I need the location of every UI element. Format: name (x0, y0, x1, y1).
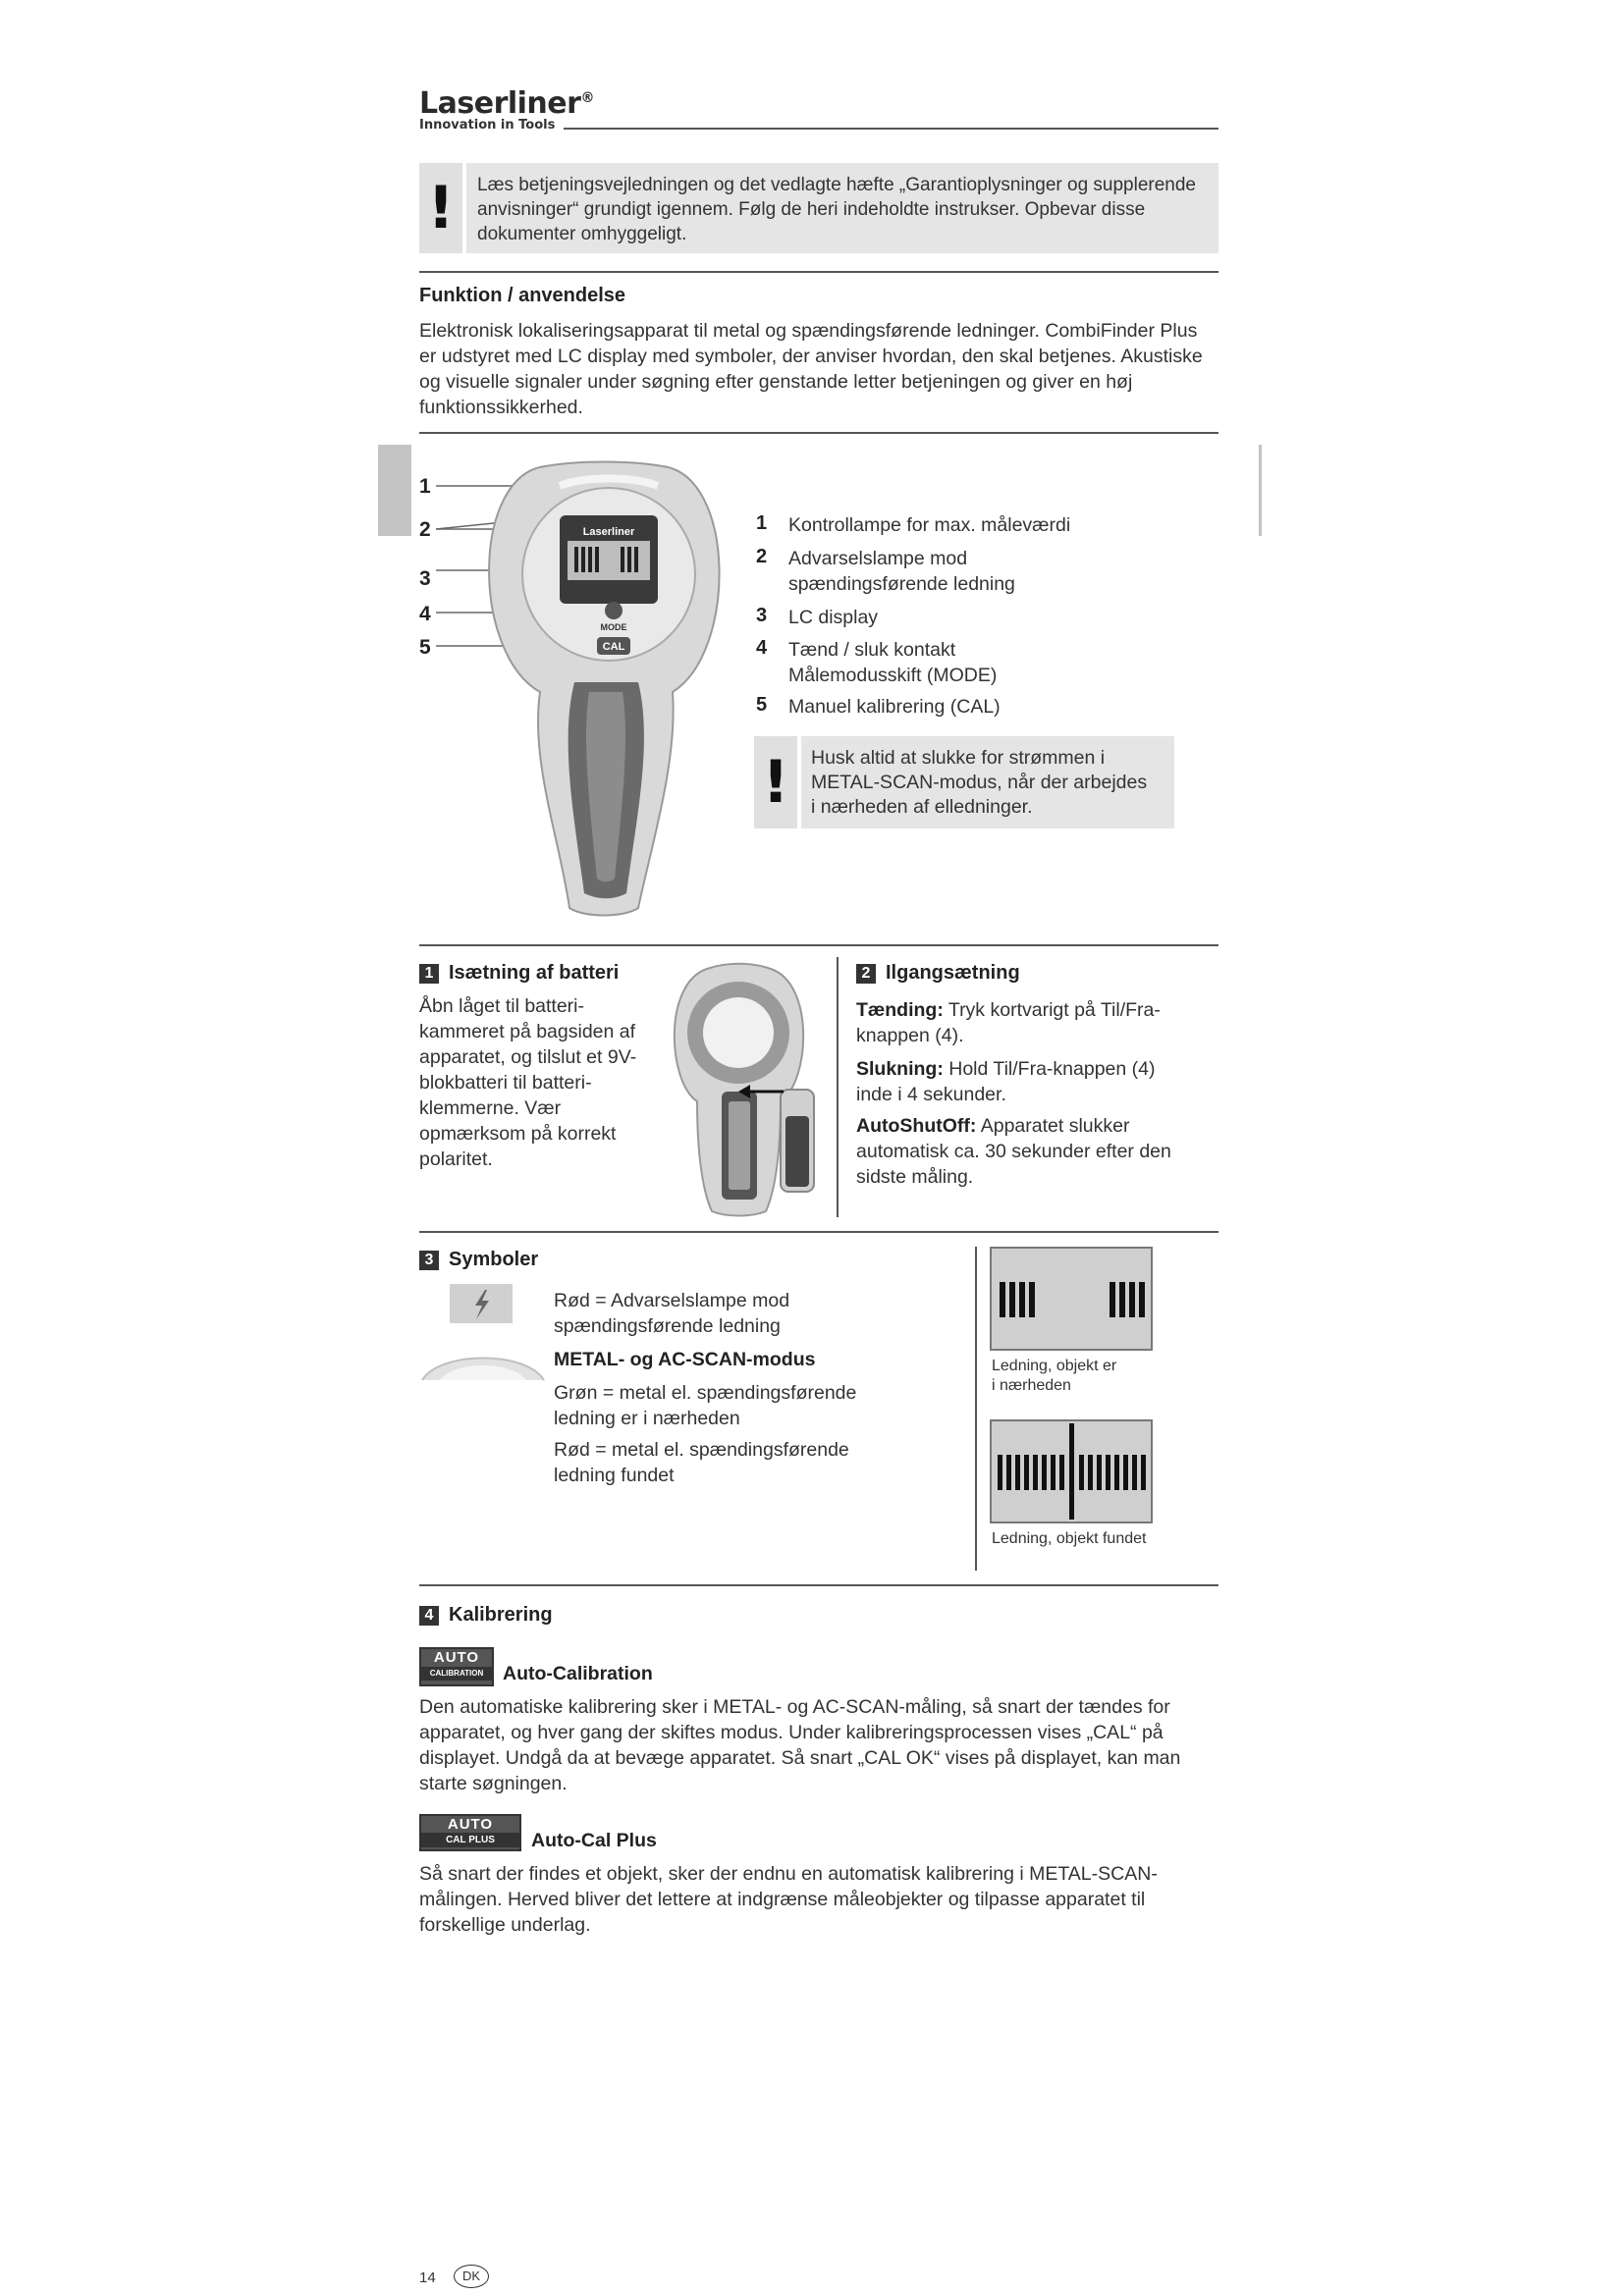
legend-num: 1 (756, 512, 768, 534)
symbols-divider (975, 1247, 977, 1571)
lcd-found-caption: Ledning, objekt fundet (992, 1530, 1147, 1547)
legend-text: LC display (788, 607, 879, 628)
lcd-nearby-caption: Ledning, objekt er i nærheden (992, 1358, 1117, 1394)
legend-text: Manuel kalibrering (CAL) (788, 696, 1001, 718)
top-warning-text: Læs betjeningsvejledningen og det vedlagte hæfte „Garantioplysninger og supplerende anvisninger“ grundigt igennem. Følg de heri indeholdte instrukser. Opbevar disse dokumenter omhyggeligt. (477, 175, 1197, 244)
top-warning-box (466, 163, 1218, 253)
symbols-green: Grøn = metal el. spændingsførende ledning er i nærheden (554, 1382, 857, 1429)
mid-warning-text: Husk altid at slukke for strømmen i METAL-SCAN-modus, når der arbejdes i nærheden af elledninger. (811, 747, 1148, 818)
registered-mark: ® (580, 90, 594, 106)
language-badge (454, 2265, 489, 2288)
legend-num: 4 (756, 637, 768, 659)
auto-calibration-badge (419, 1647, 494, 1686)
battery-num: 1 (419, 964, 439, 984)
top-warning-icon: ! (419, 163, 462, 253)
auto-cal-plus-body: Så snart der findes et objekt, sker der endnu en automatisk kalibrering i METAL-SCAN-målingen. Herved bliver det lettere at indgrænse måleobjekter og tilpasse apparatet til forskellige underlag. (419, 1863, 1158, 1936)
startup-heading: 2 Ilgangsætning (856, 962, 1020, 985)
legend-num: 3 (756, 605, 768, 626)
battery-startup-divider (837, 957, 839, 1217)
legend-num: 5 (756, 694, 768, 716)
rule-function (419, 271, 1218, 273)
legend-text: Tænd / sluk kontakt Målemodusskift (MODE) (788, 639, 998, 686)
language-code: DK (461, 2269, 481, 2283)
auto-calibration-heading: Auto-Calibration (503, 1663, 653, 1684)
device-label-3: 3 (419, 567, 431, 590)
startup-item-text: Hold Til/Fra-knappen (4) inde i 4 sekunder. (856, 1058, 1156, 1105)
plus-badge-top: AUTO (447, 1816, 494, 1833)
plus-badge-bottom: CAL PLUS (421, 1833, 519, 1847)
startup-item-label: Slukning: (856, 1058, 944, 1080)
function-body: Elektronisk lokaliseringsapparat til metal og spændingsførende ledninger. CombiFinder Plus er udstyret med LC display med symboler, der anviser hvordan, den skal betjenes. Akustiske og visuelle signaler under søgning efter genstande letter betjeningen og giver en høj funktionssikkerhed. (419, 320, 1203, 418)
device-cal-label: CAL (602, 641, 625, 653)
auto-calibration-body: Den automatiske kalibrering sker i METAL- og AC-SCAN-måling, så snart der tændes for apparatet, og hver gang der skiftes modus. Under kalibreringsprocessen vises „CAL“ på displayet. Undgå da at bevæge apparatet. Så snart „CAL OK“ vises på displayet, kan man starte søgningen. (419, 1696, 1181, 1794)
startup-item (856, 1113, 1180, 1190)
startup-item (856, 997, 1170, 1048)
brand-tagline: Innovation in Tools (419, 118, 556, 133)
auto-cal-plus-heading: Auto-Cal Plus (531, 1830, 657, 1851)
device-brand: Laserliner (582, 526, 635, 538)
device-label-5: 5 (419, 636, 431, 659)
symbols-red-warning: Rød = Advarselslampe mod spændingsførende ledning (554, 1290, 790, 1337)
startup-num: 2 (856, 964, 876, 984)
function-heading: Funktion / anvendelse (419, 285, 626, 306)
lcd-nearby-icon (990, 1247, 1153, 1351)
legend-text: Kontrollampe for max. måleværdi (788, 514, 1071, 536)
legend-text: Advarselslampe mod spændingsførende ledning (788, 548, 1015, 595)
auto-badge-bottom: CALIBRATION (421, 1667, 492, 1681)
rule-device (419, 432, 1218, 434)
symbols-heading: 3 Symboler (419, 1249, 538, 1271)
device-illustration (412, 447, 746, 928)
calibration-heading: 4 Kalibrering (419, 1604, 553, 1627)
warning-lamp-icon (450, 1284, 513, 1323)
device-label-4: 4 (419, 603, 431, 625)
legend-num: 2 (756, 546, 768, 567)
page-number: 14 (419, 2269, 436, 2286)
battery-body: Åbn låget til batteri-kammeret på bagsiden af apparatet, og tilslut et 9V-blokbatteri til batteri-klemmerne. Vær opmærksom på korrekt polaritet. (419, 995, 637, 1170)
battery-heading: 1 Isætning af batteri (419, 962, 619, 985)
header-rule (564, 128, 1218, 130)
lcd-found-icon (990, 1419, 1153, 1523)
symbols-num: 3 (419, 1251, 439, 1270)
auto-cal-plus-badge (419, 1814, 521, 1851)
calibration-num: 4 (419, 1606, 439, 1626)
page-side-tab (378, 445, 411, 536)
brand-logo (419, 86, 594, 121)
auto-badge-top: AUTO (433, 1649, 480, 1666)
page-side-line (1259, 445, 1262, 536)
startup-item-text: Tryk kortvarigt på Til/Fra-knappen (4). (856, 999, 1161, 1046)
mid-warning-icon: ! (754, 736, 797, 828)
mode-lamp-icon (420, 1343, 546, 1382)
rule-calibration (419, 1584, 1218, 1586)
brand-name: Laserliner (419, 86, 581, 121)
startup-item-text: Apparatet slukker automatisk ca. 30 sekunder efter den sidste måling. (856, 1115, 1171, 1188)
symbols-red: Rød = metal el. spændingsførende ledning fundet (554, 1439, 849, 1486)
device-mode-label: MODE (600, 622, 627, 632)
mid-warning-box (801, 736, 1174, 828)
battery-illustration (668, 954, 825, 1219)
startup-item-label: AutoShutOff: (856, 1115, 977, 1137)
rule-symbols (419, 1231, 1218, 1233)
rule-battery (419, 944, 1218, 946)
device-label-1: 1 (419, 475, 431, 498)
startup-item-label: Tænding: (856, 999, 944, 1021)
device-label-2: 2 (419, 518, 431, 541)
symbols-mode-heading: METAL- og AC-SCAN-modus (554, 1349, 816, 1370)
startup-item (856, 1056, 1190, 1107)
